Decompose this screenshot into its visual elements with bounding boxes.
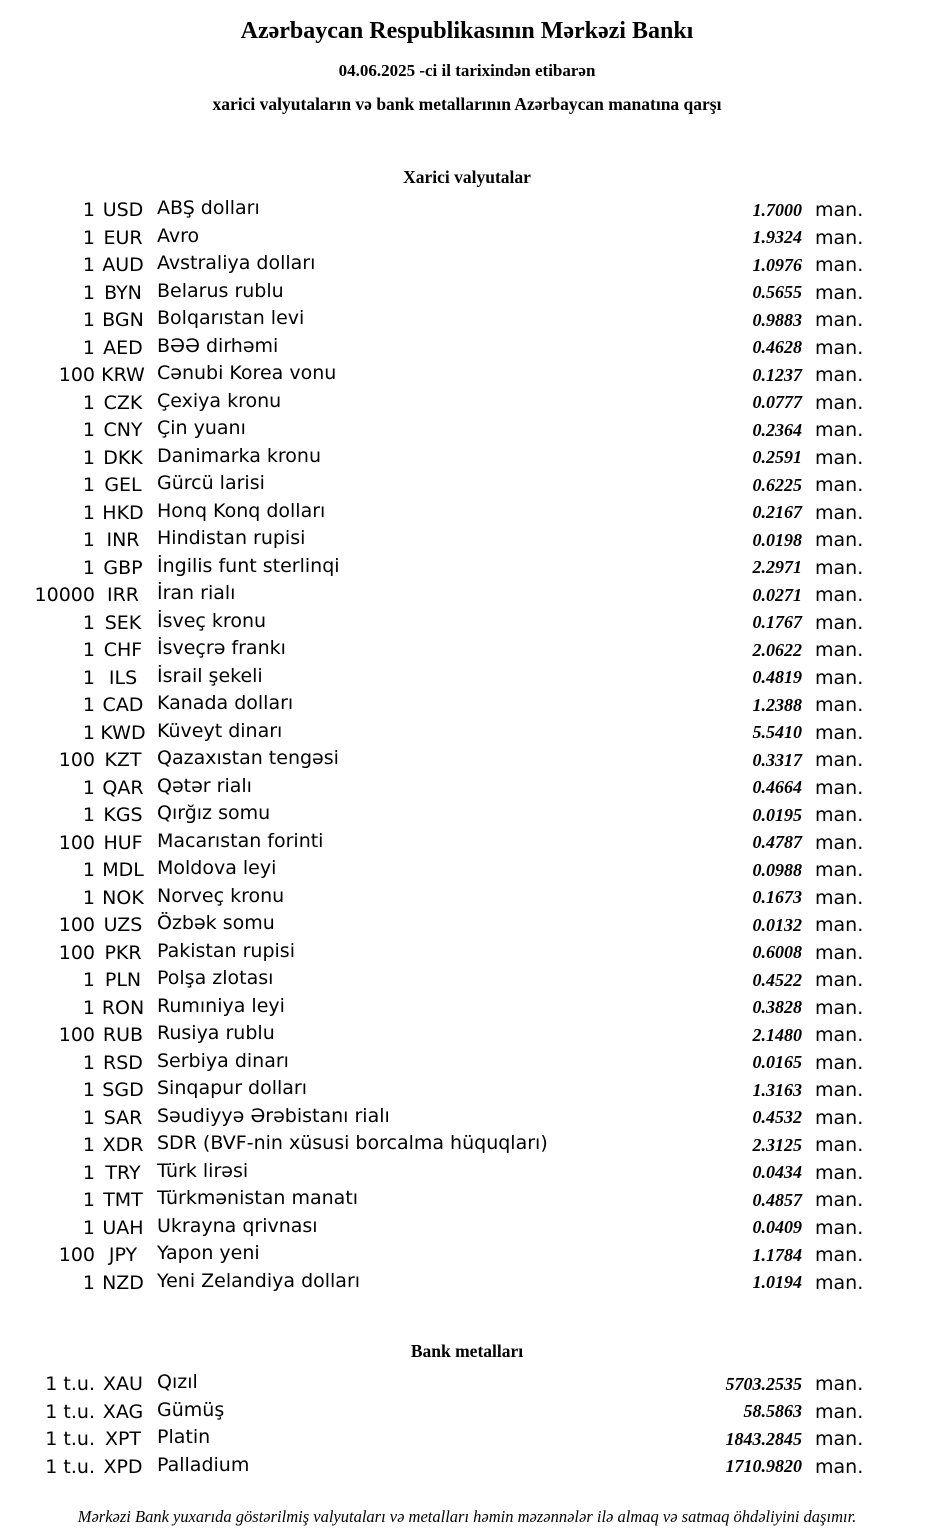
code-cell: EUR xyxy=(103,226,143,249)
name-cell: Qətər rialı xyxy=(157,774,252,797)
rate-row xyxy=(0,829,934,857)
rate-row xyxy=(0,664,934,692)
name-cell: Səudiyyə Ərəbistanı rialı xyxy=(157,1104,390,1127)
name-cell: Bolqarıstan levi xyxy=(157,307,305,330)
name-cell: Çin yuanı xyxy=(157,417,246,440)
name-cell: Yapon yeni xyxy=(157,1242,260,1265)
qty-cell: 1 xyxy=(82,611,95,634)
unit-cell: man. xyxy=(815,886,864,909)
unit-cell: man. xyxy=(815,556,864,579)
code-cell: XPD xyxy=(103,1455,143,1478)
name-cell: Türkmənistan manatı xyxy=(157,1187,359,1210)
qty-cell: 1 xyxy=(82,1134,95,1157)
qty-cell: 1 xyxy=(82,226,95,249)
unit-cell: man. xyxy=(815,1134,864,1157)
rate-cell: 0.4819 xyxy=(752,667,802,688)
unit-cell: man. xyxy=(815,501,864,524)
rate-row xyxy=(0,1426,934,1454)
rate-row xyxy=(0,1214,934,1242)
rate-cell: 0.2167 xyxy=(752,502,802,523)
rate-cell: 0.1673 xyxy=(752,887,802,908)
rate-cell: 1.2388 xyxy=(752,694,802,715)
code-cell: XAG xyxy=(102,1400,144,1423)
code-cell: BGN xyxy=(102,309,144,332)
code-cell: HKD xyxy=(102,501,144,524)
qty-cell: 1 xyxy=(82,859,95,882)
rate-cell: 0.0198 xyxy=(752,529,802,550)
qty-cell: 1 xyxy=(82,694,95,717)
rate-row xyxy=(0,1269,934,1297)
qty-cell: 1 xyxy=(82,391,95,414)
rate-cell: 0.5655 xyxy=(752,282,802,303)
rate-row xyxy=(0,1371,934,1399)
qty-cell: 1 t.u. xyxy=(45,1428,95,1451)
unit-cell: man. xyxy=(815,1024,864,1047)
unit-cell: man. xyxy=(815,941,864,964)
qty-cell: 1 xyxy=(82,199,95,222)
qty-cell: 10000 xyxy=(34,584,95,607)
qty-cell: 1 xyxy=(82,1051,95,1074)
qty-cell: 100 xyxy=(58,941,95,964)
rate-cell: 1.3163 xyxy=(752,1079,802,1100)
rate-row xyxy=(0,719,934,747)
code-cell: AUD xyxy=(102,254,144,277)
unit-cell: man. xyxy=(815,474,864,497)
code-cell: KWD xyxy=(100,721,146,744)
rate-row xyxy=(0,389,934,417)
rate-row xyxy=(0,224,934,252)
rate-cell: 0.0271 xyxy=(752,584,802,605)
rate-cell: 0.0165 xyxy=(752,1052,802,1073)
qty-cell: 100 xyxy=(58,831,95,854)
rate-row xyxy=(0,362,934,390)
unit-cell: man. xyxy=(815,446,864,469)
unit-cell: man. xyxy=(815,1271,864,1294)
rate-row xyxy=(0,472,934,500)
qty-cell: 1 xyxy=(82,804,95,827)
unit-cell: man. xyxy=(815,1428,864,1451)
qty-cell: 1 xyxy=(82,1079,95,1102)
name-cell: Norveç kronu xyxy=(157,884,285,907)
rate-row xyxy=(0,1453,934,1481)
name-cell: Avstraliya dolları xyxy=(157,252,316,275)
unit-cell: man. xyxy=(815,1051,864,1074)
unit-cell: man. xyxy=(815,749,864,772)
rate-cell: 1710.9820 xyxy=(725,1456,802,1477)
name-cell: İngilis funt sterlinqi xyxy=(157,554,340,577)
unit-cell: man. xyxy=(815,831,864,854)
qty-cell: 1 xyxy=(82,721,95,744)
name-cell: Pakistan rupisi xyxy=(157,939,295,962)
name-cell: Cənubi Korea vonu xyxy=(157,362,337,385)
rate-cell: 0.0132 xyxy=(752,914,802,935)
name-cell: Polşa zlotası xyxy=(157,967,274,990)
rate-row xyxy=(0,417,934,445)
code-cell: INR xyxy=(106,529,140,552)
rate-row xyxy=(0,1159,934,1187)
qty-cell: 1 t.u. xyxy=(45,1400,95,1423)
code-cell: SEK xyxy=(104,611,142,634)
unit-cell: man. xyxy=(815,611,864,634)
rate-cell: 0.6008 xyxy=(752,942,802,963)
unit-cell: man. xyxy=(815,1189,864,1212)
qty-cell: 1 xyxy=(82,996,95,1019)
rate-cell: 0.3317 xyxy=(752,749,802,770)
code-cell: BYN xyxy=(104,281,142,304)
qty-cell: 1 xyxy=(82,501,95,524)
unit-cell: man. xyxy=(815,1400,864,1423)
rate-cell: 0.0409 xyxy=(752,1217,802,1238)
name-cell: Avro xyxy=(157,224,200,247)
unit-cell: man. xyxy=(815,969,864,992)
rate-cell: 0.2591 xyxy=(752,447,802,468)
unit-cell: man. xyxy=(815,1373,864,1396)
qty-cell: 1 xyxy=(82,281,95,304)
qty-cell: 100 xyxy=(58,1244,95,1267)
code-cell: KGS xyxy=(103,804,143,827)
name-cell: Küveyt dinarı xyxy=(157,719,283,742)
rate-cell: 5.5410 xyxy=(752,722,802,743)
rate-row xyxy=(0,197,934,225)
rate-row xyxy=(0,582,934,610)
code-cell: TMT xyxy=(103,1189,143,1212)
rate-row xyxy=(0,802,934,830)
rate-row xyxy=(0,527,934,555)
rate-cell: 1.1784 xyxy=(752,1244,802,1265)
name-cell: Serbiya dinarı xyxy=(157,1049,289,1072)
name-cell: İran rialı xyxy=(157,582,236,605)
name-cell: Sinqapur dolları xyxy=(157,1077,308,1100)
bank-metals-section xyxy=(0,1341,934,1481)
code-cell: CNY xyxy=(103,419,143,442)
code-cell: MDL xyxy=(102,859,144,882)
name-cell: Gürcü larisi xyxy=(157,472,265,495)
qty-cell: 1 xyxy=(82,776,95,799)
code-cell: CAD xyxy=(102,694,144,717)
rate-cell: 0.4532 xyxy=(752,1107,802,1128)
name-cell: Ukrayna qrivnası xyxy=(157,1214,318,1237)
page-subtitle: xarici valyutaların və bank metallarının Azərbaycan manatına qarşı xyxy=(212,93,722,114)
rate-row xyxy=(0,252,934,280)
code-cell: PKR xyxy=(104,941,142,964)
unit-cell: man. xyxy=(815,391,864,414)
name-cell: Kanada dolları xyxy=(157,692,294,715)
name-cell: Rumıniya leyi xyxy=(157,994,285,1017)
code-cell: SAR xyxy=(103,1106,143,1129)
rate-cell: 0.4522 xyxy=(752,969,802,990)
rate-cell: 2.1480 xyxy=(752,1024,802,1045)
qty-cell: 1 xyxy=(82,666,95,689)
unit-cell: man. xyxy=(815,694,864,717)
unit-cell: man. xyxy=(815,1161,864,1184)
unit-cell: man. xyxy=(815,226,864,249)
qty-cell: 1 xyxy=(82,474,95,497)
code-cell: KZT xyxy=(104,749,142,772)
name-cell: İsrail şekeli xyxy=(157,664,263,687)
code-cell: RUB xyxy=(102,1024,144,1047)
code-cell: ILS xyxy=(108,666,138,689)
rate-row xyxy=(0,747,934,775)
unit-cell: man. xyxy=(815,529,864,552)
unit-cell: man. xyxy=(815,199,864,222)
name-cell: Honq Konq dolları xyxy=(157,499,326,522)
qty-cell: 100 xyxy=(58,364,95,387)
rate-cell: 0.4857 xyxy=(752,1189,802,1210)
rate-row xyxy=(0,1077,934,1105)
qty-cell: 1 xyxy=(82,419,95,442)
rate-cell: 0.0434 xyxy=(752,1162,802,1183)
name-cell: Yeni Zelandiya dolları xyxy=(157,1269,361,1292)
rate-cell: 0.0777 xyxy=(752,392,802,413)
rate-cell: 0.3828 xyxy=(752,997,802,1018)
qty-cell: 1 xyxy=(82,529,95,552)
code-cell: PLN xyxy=(104,969,142,992)
code-cell: HUF xyxy=(103,831,143,854)
rate-cell: 1.9324 xyxy=(752,227,802,248)
rate-row xyxy=(0,912,934,940)
code-cell: XAU xyxy=(103,1373,143,1396)
rate-row xyxy=(0,609,934,637)
code-cell: USD xyxy=(102,199,144,222)
name-cell: Hindistan rupisi xyxy=(157,527,306,550)
unit-cell: man. xyxy=(815,639,864,662)
rate-row xyxy=(0,884,934,912)
name-cell: Qırğız somu xyxy=(157,802,271,825)
qty-cell: 1 xyxy=(82,969,95,992)
rate-row xyxy=(0,1187,934,1215)
unit-cell: man. xyxy=(815,309,864,332)
unit-cell: man. xyxy=(815,1455,864,1478)
rate-row xyxy=(0,307,934,335)
unit-cell: man. xyxy=(815,914,864,937)
rate-row xyxy=(0,1398,934,1426)
code-cell: KRW xyxy=(101,364,145,387)
rate-cell: 0.1767 xyxy=(752,612,802,633)
page-header xyxy=(0,0,934,115)
bank-metals-rows xyxy=(0,1371,934,1481)
name-cell: Macarıstan forinti xyxy=(157,829,324,852)
code-cell: CZK xyxy=(103,391,143,414)
rate-cell: 5703.2535 xyxy=(725,1373,802,1394)
rate-cell: 1.0194 xyxy=(752,1272,802,1293)
unit-cell: man. xyxy=(815,1216,864,1239)
qty-cell: 100 xyxy=(58,749,95,772)
rate-row xyxy=(0,637,934,665)
foreign-currencies-heading: Xarici valyutalar xyxy=(403,166,531,187)
rate-cell: 0.2364 xyxy=(752,419,802,440)
name-cell: Platin xyxy=(157,1426,211,1449)
qty-cell: 1 xyxy=(82,639,95,662)
name-cell: BƏƏ dirhəmi xyxy=(157,334,279,357)
rate-row xyxy=(0,939,934,967)
rate-row xyxy=(0,967,934,995)
rate-row xyxy=(0,774,934,802)
rate-row xyxy=(0,994,934,1022)
unit-cell: man. xyxy=(815,1079,864,1102)
rate-cell: 0.0195 xyxy=(752,804,802,825)
name-cell: SDR (BVF-nin xüsusi borcalma hüquqları) xyxy=(157,1132,548,1155)
code-cell: QAR xyxy=(102,776,144,799)
code-cell: XPT xyxy=(104,1428,142,1451)
rate-cell: 58.5863 xyxy=(743,1401,802,1422)
qty-cell: 1 xyxy=(82,1271,95,1294)
code-cell: JPY xyxy=(108,1244,138,1267)
unit-cell: man. xyxy=(815,336,864,359)
rate-cell: 0.6225 xyxy=(752,474,802,495)
name-cell: Qızıl xyxy=(157,1371,198,1394)
foreign-currencies-rows xyxy=(0,197,934,1297)
name-cell: İsveçrə frankı xyxy=(157,637,286,660)
rate-row xyxy=(0,857,934,885)
qty-cell: 100 xyxy=(58,1024,95,1047)
rate-cell: 0.9883 xyxy=(752,309,802,330)
rate-row xyxy=(0,334,934,362)
name-cell: İsveç kronu xyxy=(157,609,267,632)
rate-row xyxy=(0,499,934,527)
unit-cell: man. xyxy=(815,281,864,304)
code-cell: AED xyxy=(103,336,143,359)
code-cell: SGD xyxy=(102,1079,144,1102)
unit-cell: man. xyxy=(815,776,864,799)
rate-cell: 0.0988 xyxy=(752,859,802,880)
code-cell: UAH xyxy=(102,1216,144,1239)
page-title: Azərbaycan Respublikasının Mərkəzi Bankı xyxy=(240,18,694,44)
qty-cell: 1 xyxy=(82,254,95,277)
code-cell: GBP xyxy=(103,556,143,579)
unit-cell: man. xyxy=(815,254,864,277)
code-cell: RSD xyxy=(103,1051,143,1074)
code-cell: IRR xyxy=(106,584,139,607)
name-cell: Danimarka kronu xyxy=(157,444,322,467)
unit-cell: man. xyxy=(815,666,864,689)
qty-cell: 100 xyxy=(58,914,95,937)
qty-cell: 1 xyxy=(82,1189,95,1212)
unit-cell: man. xyxy=(815,1244,864,1267)
name-cell: Qazaxıstan tengəsi xyxy=(157,747,339,770)
qty-cell: 1 xyxy=(82,446,95,469)
qty-cell: 1 xyxy=(82,1161,95,1184)
code-cell: NZD xyxy=(102,1271,144,1294)
unit-cell: man. xyxy=(815,804,864,827)
name-cell: ABŞ dolları xyxy=(157,197,260,220)
name-cell: Çexiya kronu xyxy=(157,389,282,412)
foreign-currencies-section xyxy=(0,167,934,1297)
rate-row xyxy=(0,279,934,307)
code-cell: UZS xyxy=(103,914,143,937)
unit-cell: man. xyxy=(815,419,864,442)
code-cell: RON xyxy=(101,996,145,1019)
qty-cell: 1 xyxy=(82,1106,95,1129)
unit-cell: man. xyxy=(815,1106,864,1129)
rate-cell: 2.0622 xyxy=(752,639,802,660)
rate-row xyxy=(0,1132,934,1160)
qty-cell: 1 xyxy=(82,336,95,359)
code-cell: CHF xyxy=(103,639,143,662)
footer-disclaimer: Mərkəzi Bank yuxarıda göstərilmiş valyutaları və metalları həmin məzənnələr ilə almaq və satmaq öhdəliyini daşımır. xyxy=(77,1506,857,1526)
rate-cell: 1.7000 xyxy=(752,199,802,220)
name-cell: Türk lirəsi xyxy=(157,1159,249,1182)
unit-cell: man. xyxy=(815,721,864,744)
unit-cell: man. xyxy=(815,584,864,607)
rate-cell: 1.0976 xyxy=(752,254,802,275)
name-cell: Palladium xyxy=(157,1453,250,1476)
qty-cell: 1 xyxy=(82,886,95,909)
name-cell: Gümüş xyxy=(157,1398,225,1421)
unit-cell: man. xyxy=(815,364,864,387)
code-cell: DKK xyxy=(103,446,143,469)
rate-cell: 2.2971 xyxy=(752,557,802,578)
code-cell: GEL xyxy=(104,474,142,497)
unit-cell: man. xyxy=(815,859,864,882)
rate-row xyxy=(0,1242,934,1270)
rate-row xyxy=(0,554,934,582)
rate-row xyxy=(0,1104,934,1132)
code-cell: NOK xyxy=(102,886,144,909)
rate-cell: 1843.2845 xyxy=(725,1428,802,1449)
name-cell: Rusiya rublu xyxy=(157,1022,275,1045)
rate-row xyxy=(0,1049,934,1077)
effective-date-line: 04.06.2025 -ci il tarixindən etibarən xyxy=(338,60,596,80)
unit-cell: man. xyxy=(815,996,864,1019)
code-cell: TRY xyxy=(105,1161,141,1184)
bank-metals-heading: Bank metalları xyxy=(410,1340,524,1361)
qty-cell: 1 xyxy=(82,556,95,579)
name-cell: Moldova leyi xyxy=(157,857,277,880)
rate-cell: 0.4664 xyxy=(752,777,802,798)
name-cell: Özbək somu xyxy=(157,912,275,935)
qty-cell: 1 t.u. xyxy=(45,1373,95,1396)
rate-cell: 0.4628 xyxy=(752,337,802,358)
rate-row xyxy=(0,1022,934,1050)
rate-cell: 2.3125 xyxy=(752,1134,802,1155)
rate-cell: 0.4787 xyxy=(752,832,802,853)
rate-row xyxy=(0,692,934,720)
code-cell: XDR xyxy=(102,1134,144,1157)
qty-cell: 1 xyxy=(82,1216,95,1239)
qty-cell: 1 xyxy=(82,309,95,332)
rate-row xyxy=(0,444,934,472)
qty-cell: 1 t.u. xyxy=(45,1455,95,1478)
name-cell: Belarus rublu xyxy=(157,279,284,302)
rate-cell: 0.1237 xyxy=(752,364,802,385)
